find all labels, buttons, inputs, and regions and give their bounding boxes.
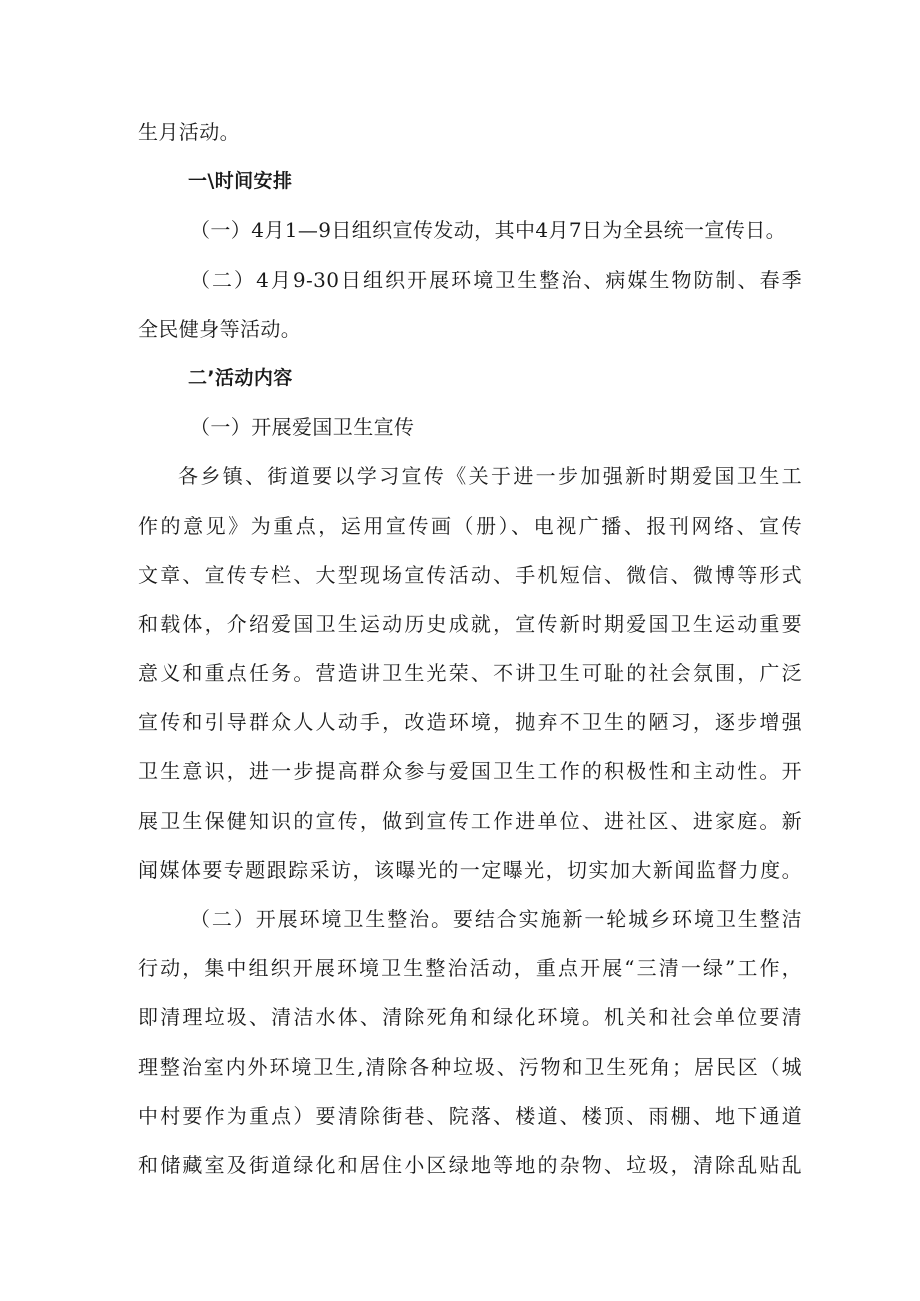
- text-line: 行动，集中组织开展环境卫生整治活动，重点开展“三清一绿”工作，: [138, 956, 802, 981]
- text-line: 中村要作为重点）要清除街巷、院落、楼道、楼顶、雨棚、地下通道: [138, 1103, 802, 1128]
- subheading-publicity: （一）开展爱国卫生宣传: [190, 415, 415, 440]
- text-line: 意义和重点任务。营造讲卫生光荣、不讲卫生可耻的社会氛围，广泛: [138, 661, 802, 686]
- text-line: 全民健身等活动。: [138, 316, 302, 341]
- text-line: 闻媒体要专题跟踪采访，该曝光的一定曝光，切实加大新闻监督力度。: [138, 857, 802, 882]
- section-heading-schedule: 一\时间安排: [188, 170, 293, 193]
- text-line: 宣传和引导群众人人动手，改造环境，抛弃不卫生的陋习，逐步增强: [138, 710, 802, 735]
- text-line: （二）4月9-30日组织开展环境卫生整治、病媒生物防制、春季: [190, 267, 802, 292]
- text-line: 生月活动。: [138, 120, 240, 144]
- text-line: 理整治室内外环境卫生,清除各种垃圾、污物和卫生死角；居民区（城: [138, 1054, 802, 1079]
- text-line: 和储藏室及街道绿化和居住小区绿地等地的杂物、垃圾，清除乱贴乱: [138, 1152, 802, 1177]
- text-line: 各乡镇、街道要以学习宣传《关于进一步加强新时期爱国卫生工: [178, 464, 802, 489]
- text-line: （二）开展环境卫生整治。要结合实施新一轮城乡环境卫生整洁: [190, 907, 802, 931]
- document-page: [138, 108, 802, 1190]
- section-heading-activities: 二’活动内容: [188, 366, 293, 389]
- text-line: 即清理垃圾、清洁水体、清除死角和绿化环境。机关和社会单位要清: [138, 1005, 802, 1030]
- text-line: （一）4月1—9日组织宣传发动，其中4月7日为全县统一宣传日。: [190, 218, 787, 243]
- text-line: 展卫生保健知识的宣传，做到宣传工作进单位、进社区、进家庭。新: [138, 808, 802, 833]
- text-line: 作的意见》为重点，运用宣传画（册）、电视广播、报刊网络、宣传: [138, 513, 802, 538]
- text-line: 和载体，介绍爱国卫生运动历史成就，宣传新时期爱国卫生运动重要: [138, 611, 802, 636]
- text-line: 卫生意识，进一步提高群众参与爱国卫生工作的积极性和主动性。开: [138, 759, 802, 784]
- text-line: 文章、宣传专栏、大型现场宣传活动、手机短信、微信、微博等形式: [138, 562, 802, 587]
